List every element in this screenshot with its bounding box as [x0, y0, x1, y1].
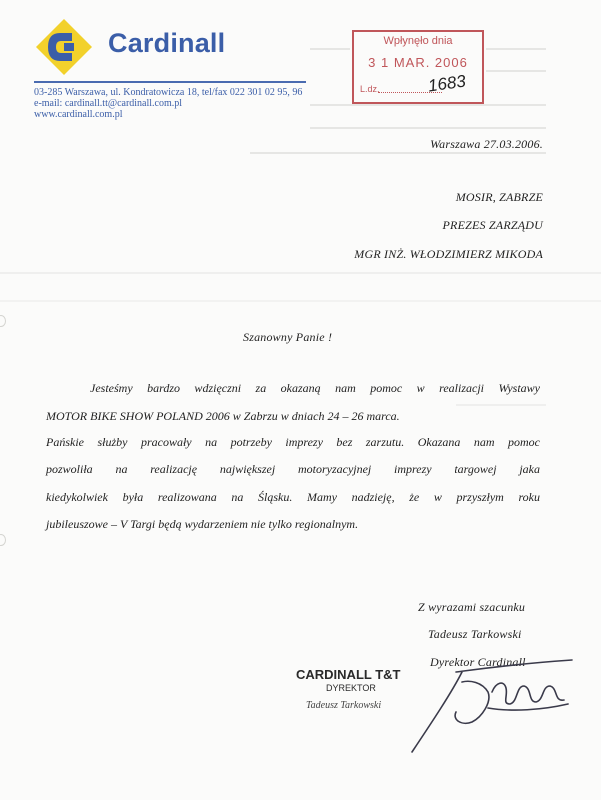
- scan-artifact: [310, 48, 350, 50]
- cardinall-logo-icon: [34, 17, 94, 77]
- recipient-line: PREZES ZARZĄDU: [442, 218, 543, 232]
- website-line: www.cardinall.com.pl: [34, 109, 123, 120]
- punch-hole: [0, 534, 6, 546]
- body-line: Jesteśmy bardzo wdzięczni za okazaną nam pomoc w realizacji Wystawy: [90, 381, 540, 395]
- scan-artifact: [456, 404, 546, 406]
- stamp-ldz-label: L.dz.: [360, 84, 380, 94]
- company-stamp-name: CARDINALL T&T: [296, 667, 401, 682]
- recipient-line: MGR INŻ. WŁODZIMIERZ MIKODA: [354, 247, 543, 261]
- body-line: jubileuszowe – V Targi będą wydarzeniem nie tylko regionalnym.: [46, 517, 359, 531]
- scan-artifact: [310, 104, 546, 106]
- scan-artifact: [0, 272, 601, 274]
- signature-icon: [392, 652, 582, 762]
- address-line: 03-285 Warszawa, ul. Kondratowicza 18, tel/fax 022 301 02 95, 96: [34, 87, 303, 98]
- body-line: pozwoliła na realizację największej motoryzacyjnej imprezy targowej jaka: [46, 462, 540, 476]
- body-line: Pańskie służby pracowały na potrzeby imprezy bez zarzutu. Okazana nam pomoc: [46, 435, 540, 449]
- brand-name: Cardinall: [108, 28, 226, 58]
- scan-artifact: [310, 127, 546, 129]
- stamp-number: 1683: [426, 71, 467, 96]
- received-stamp: [352, 30, 484, 104]
- scan-artifact: [486, 70, 546, 72]
- email-line: e-mail: cardinall.tt@cardinall.com.pl: [34, 98, 183, 109]
- company-stamp-role: DYREKTOR: [326, 683, 376, 693]
- closing: Z wyrazami szacunku: [418, 600, 526, 614]
- scan-artifact: [486, 48, 546, 50]
- signer-title: Dyrektor Cardinall: [430, 655, 526, 669]
- punch-hole: [0, 315, 6, 327]
- body-line: kiedykolwiek była realizowana na Śląsku. Mamy nadzieję, że w przyszłym roku: [46, 490, 540, 504]
- salutation: Szanowny Panie !: [243, 330, 333, 344]
- signer-name: Tadeusz Tarkowski: [428, 627, 522, 641]
- body-line: MOTOR BIKE SHOW POLAND 2006 w Zabrzu w dniach 24 – 26 marca.: [46, 409, 400, 423]
- header-rule: [34, 81, 306, 83]
- scan-artifact: [250, 152, 546, 154]
- stamp-date: 3 1 MAR. 2006: [368, 55, 468, 70]
- stamp-title: Wpłynęło dnia: [383, 35, 453, 47]
- place-date: Warszawa 27.03.2006.: [430, 137, 543, 151]
- recipient-line: MOSIR, ZABRZE: [455, 190, 543, 204]
- scan-artifact: [0, 300, 601, 302]
- company-stamp-person: Tadeusz Tarkowski: [306, 700, 382, 711]
